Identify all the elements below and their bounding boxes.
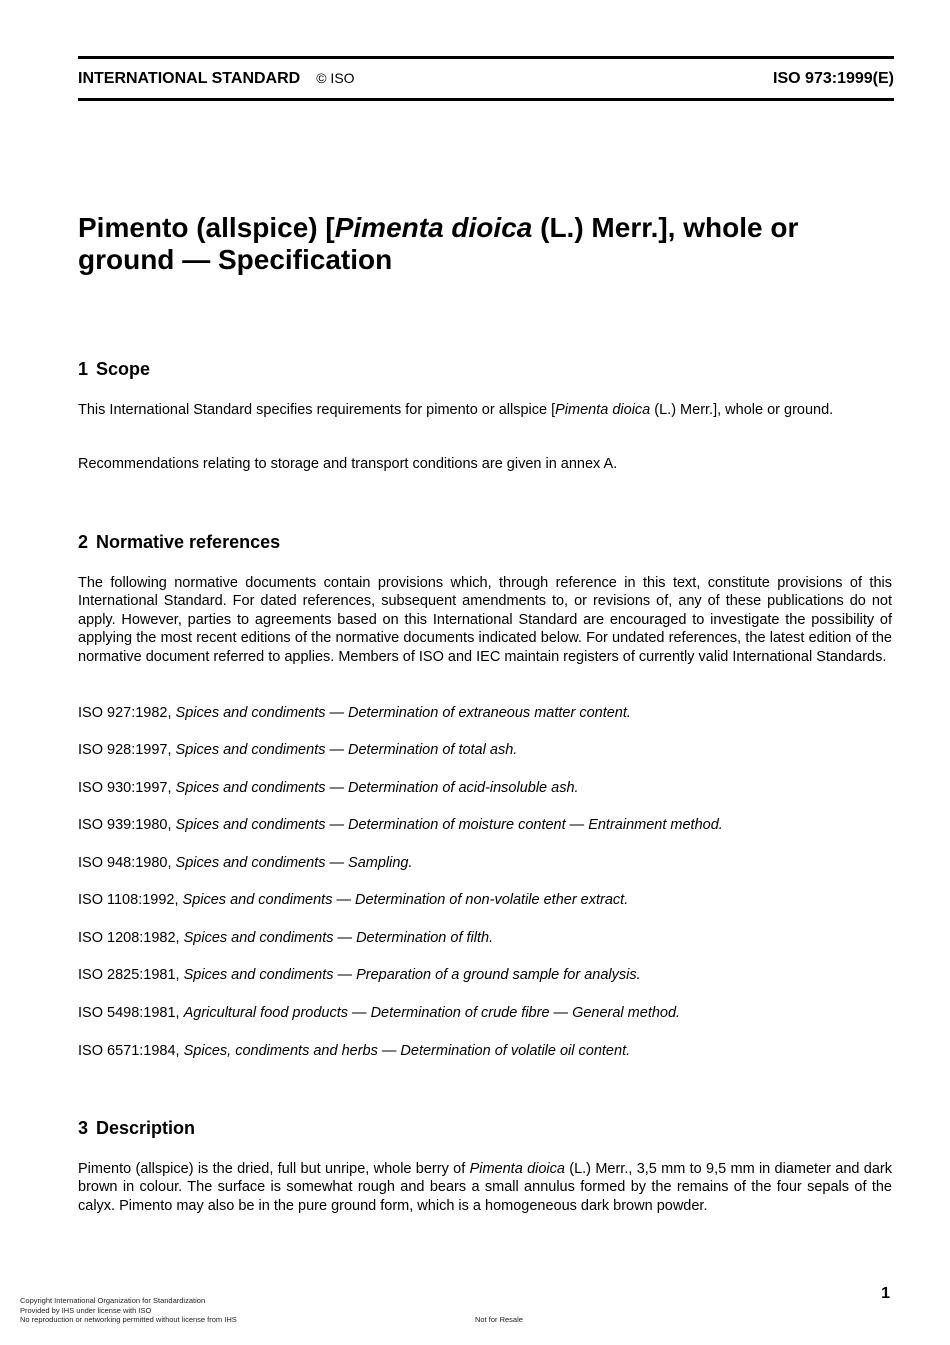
header-standard-label: INTERNATIONAL STANDARD bbox=[78, 70, 301, 87]
reference-code: ISO 928:1997, bbox=[78, 742, 176, 758]
reference-item bbox=[78, 891, 892, 909]
reference-title: Agricultural food products — Determination of crude fibre — General method. bbox=[183, 1005, 681, 1021]
reference-code: ISO 2825:1981, bbox=[78, 967, 184, 983]
description-text-b: (L.) Merr., 3,5 mm to 9,5 mm in diameter and dark brown in colour. The surface is somewhat rough and bears a small annulus formed by the remains of the four sepals of the calyx. Pimento may also be in the pure ground form, which is a homogeneous dark brown powder. bbox=[78, 1161, 892, 1214]
description-species: Pimenta dioica bbox=[469, 1161, 565, 1177]
footer-line-1: Copyright International Organization for Standardization bbox=[20, 1296, 206, 1305]
scope-text-a: This International Standard specifies requirements for pimento or allspice [ bbox=[78, 402, 556, 418]
section-heading-description bbox=[78, 1118, 195, 1139]
scope-paragraph-1 bbox=[78, 401, 892, 419]
reference-code: ISO 948:1980, bbox=[78, 855, 176, 871]
footer-copyright-block bbox=[20, 1296, 237, 1325]
reference-title: Spices and condiments — Determination of extraneous matter content. bbox=[175, 705, 631, 721]
reference-item bbox=[78, 741, 892, 759]
reference-title: Spices and condiments — Preparation of a ground sample for analysis. bbox=[183, 967, 641, 983]
section-number: 3 bbox=[78, 1118, 89, 1138]
header-copyright: © ISO bbox=[316, 70, 355, 86]
section-number: 2 bbox=[78, 532, 89, 552]
header-bottom-rule bbox=[78, 98, 894, 101]
document-title bbox=[78, 212, 894, 276]
reference-code: ISO 930:1997, bbox=[78, 780, 176, 796]
running-header bbox=[78, 70, 894, 92]
scope-paragraph-2: Recommendations relating to storage and transport conditions are given in annex A. bbox=[78, 456, 618, 472]
reference-title: Spices, condiments and herbs — Determination of volatile oil content. bbox=[183, 1043, 631, 1059]
reference-item bbox=[78, 929, 892, 947]
section-heading-scope bbox=[78, 359, 150, 380]
reference-item bbox=[78, 854, 892, 872]
reference-item bbox=[78, 816, 892, 834]
description-paragraph bbox=[78, 1160, 892, 1215]
section-heading-normative-references bbox=[78, 532, 280, 553]
reference-item bbox=[78, 966, 892, 984]
section-title: Scope bbox=[96, 359, 151, 379]
scope-text-b: (L.) Merr.], whole or ground. bbox=[650, 402, 834, 418]
reference-item bbox=[78, 779, 892, 797]
title-part1: Pimento (allspice) [ bbox=[78, 212, 335, 243]
reference-title: Spices and condiments — Sampling. bbox=[175, 855, 413, 871]
normative-intro-paragraph: The following normative documents contain provisions which, through reference in this text, constitute provisions of this International Standard. For dated references, subsequent amendments to, or revisions of, any of these publications do not apply. However, parties to agreements based on this International Standard are encouraged to investigate the possibility of applying the most recent editions of the normative documents indicated below. For undated references, the latest edition of the normative document referred to applies. Members of ISO and IEC maintain registers of currently valid International Standards. bbox=[78, 575, 892, 665]
page-number: 1 bbox=[881, 1285, 890, 1302]
scope-species: Pimenta dioica bbox=[555, 402, 651, 418]
reference-code: ISO 1208:1982, bbox=[78, 930, 184, 946]
reference-item bbox=[78, 1004, 892, 1022]
footer-line-3: No reproduction or networking permitted without license from IHS bbox=[20, 1315, 237, 1324]
reference-title: Spices and condiments — Determination of acid-insoluble ash. bbox=[175, 780, 579, 796]
reference-code: ISO 6571:1984, bbox=[78, 1043, 184, 1059]
footer-line-2: Provided by IHS under license with ISO bbox=[20, 1305, 152, 1315]
reference-code: ISO 939:1980, bbox=[78, 817, 176, 833]
reference-code: ISO 927:1982, bbox=[78, 705, 176, 721]
reference-code: ISO 5498:1981, bbox=[78, 1005, 184, 1021]
reference-title: Spices and condiments — Determination of total ash. bbox=[175, 742, 518, 758]
header-top-rule bbox=[78, 56, 894, 59]
reference-code: ISO 1108:1992, bbox=[78, 892, 183, 908]
header-document-number: ISO 973:1999(E) bbox=[773, 70, 894, 87]
title-species: Pimenta dioica bbox=[334, 212, 533, 243]
header-left bbox=[78, 70, 355, 88]
footer-not-for-resale: Not for Resale bbox=[475, 1315, 523, 1324]
reference-title: Spices and condiments — Determination of filth. bbox=[183, 930, 494, 946]
description-text-a: Pimento (allspice) is the dried, full but unripe, whole berry of bbox=[78, 1161, 470, 1177]
reference-title: Spices and condiments — Determination of non-volatile ether extract. bbox=[182, 892, 629, 908]
reference-item bbox=[78, 704, 892, 722]
reference-item bbox=[78, 1042, 892, 1060]
section-title: Normative references bbox=[96, 532, 281, 552]
section-title: Description bbox=[96, 1118, 196, 1138]
reference-title: Spices and condiments — Determination of moisture content — Entrainment method. bbox=[175, 817, 723, 833]
title-part2: (L.) Merr.], whole or ground — Specification bbox=[78, 212, 799, 275]
section-number: 1 bbox=[78, 359, 89, 379]
